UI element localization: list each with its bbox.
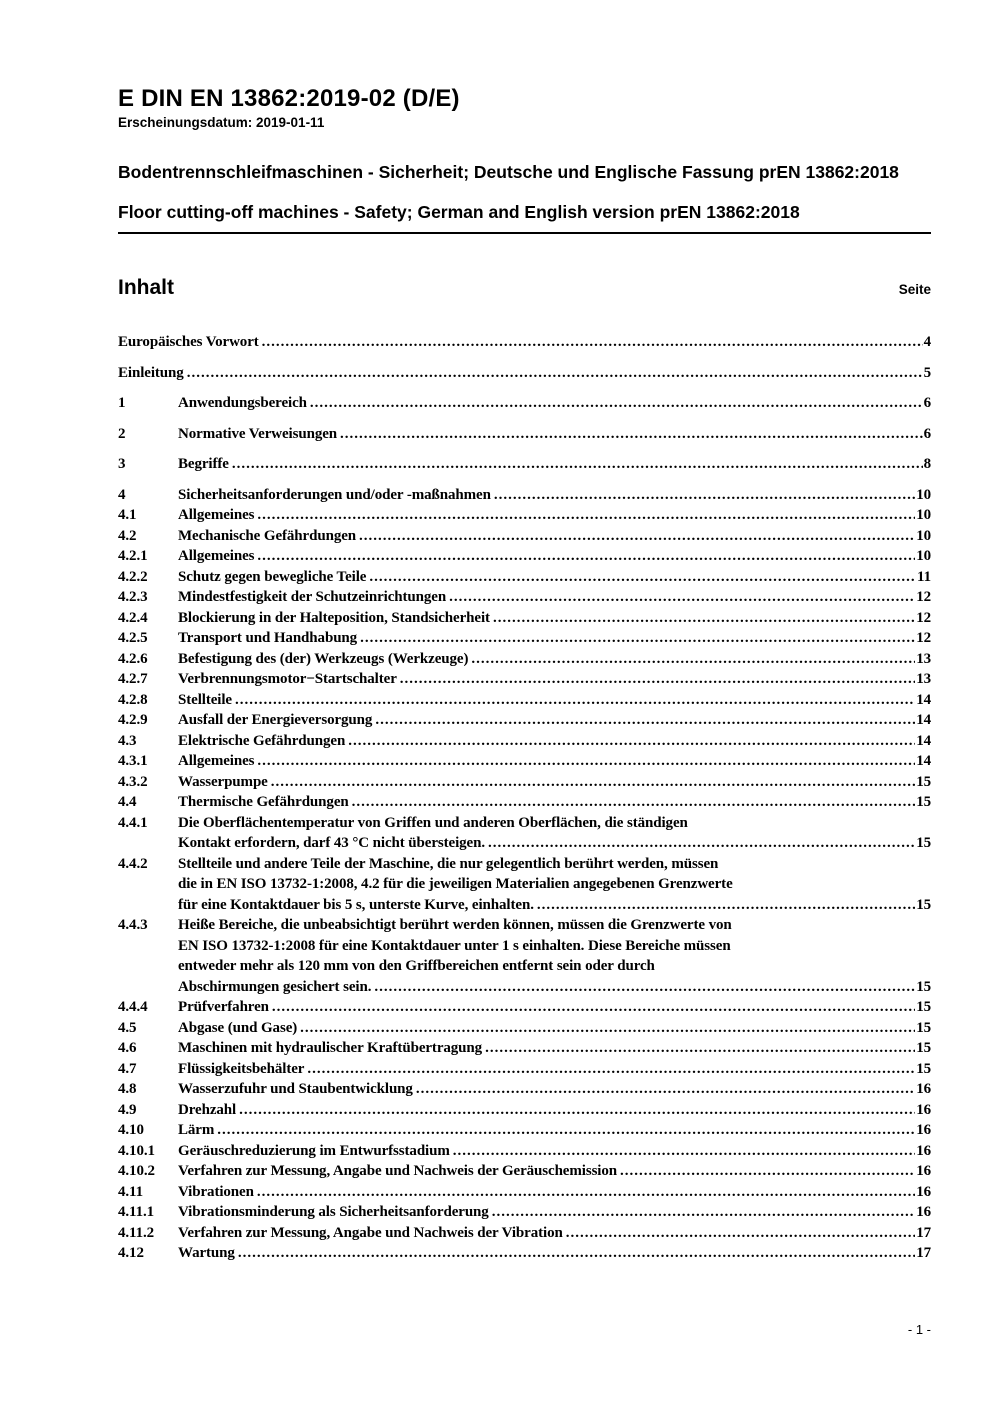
toc-entry-body — [178, 1141, 931, 1162]
toc-entry-number: 4.2.7 — [118, 671, 148, 687]
toc-entry-page: 12 — [916, 630, 931, 646]
toc-entry-lastline — [178, 792, 931, 813]
toc-entry-number: 4.4 — [118, 794, 137, 810]
toc-entry-lastline — [178, 690, 931, 711]
toc-entry-body — [118, 332, 931, 353]
document-number: E DIN EN 13862:2019-02 (D/E) — [118, 85, 460, 112]
toc-entry-number: 4.3.1 — [118, 753, 148, 769]
toc-entry-page: 5 — [923, 364, 931, 381]
toc-entry-page: 14 — [916, 691, 931, 708]
title-german: Bodentrennschleifmaschinen - Sicherheit; Deutsche und Englische Fassung prEN 13862:2018 — [118, 162, 899, 182]
toc-entry — [118, 424, 931, 445]
toc-entry-text: Maschinen mit hydraulischer Kraftübertragung — [178, 1040, 483, 1056]
toc-entry-text: Kontakt erfordern, darf 43 °C nicht übersteigen. — [178, 835, 485, 851]
toc-entry — [118, 1182, 931, 1203]
toc-entry — [118, 526, 931, 547]
toc-entry — [118, 363, 931, 384]
toc-entry-text: Die Oberflächentemperatur von Griffen und anderen Oberflächen, die ständigen — [178, 814, 688, 831]
toc-entry-page: 15 — [916, 1060, 931, 1077]
toc-entry-number: 4.2.3 — [118, 589, 148, 605]
toc-entry-body — [178, 1079, 931, 1100]
toc-entry — [118, 1120, 931, 1141]
toc-entry-body — [178, 608, 931, 629]
toc-entry-body — [178, 485, 931, 506]
toc-entry-number: 4.1 — [118, 507, 137, 523]
toc-entry-page: 6 — [923, 425, 931, 442]
toc-entry-lastline — [178, 454, 931, 475]
toc-entry-lastline — [178, 1120, 931, 1141]
toc-entry-number: 4.11.1 — [118, 1204, 155, 1220]
toc-entry-page: 10 — [916, 527, 931, 544]
toc-entry-body — [178, 772, 931, 793]
toc-entry-page: 15 — [916, 794, 931, 810]
toc-entry-text: Vibrationsminderung als Sicherheitsanforderung — [178, 1204, 489, 1220]
toc-entry-text: für eine Kontaktdauer bis 5 s, unterste Kurve, einhalten. — [178, 896, 534, 913]
toc-entry-page: 16 — [916, 1081, 931, 1097]
toc-entry-page: 17 — [916, 1224, 931, 1241]
toc-entry-lastline — [178, 1182, 931, 1203]
toc-entry-body — [178, 1161, 931, 1182]
toc-entry-text: Befestigung des (der) Werkzeugs (Werkzeuge) — [178, 650, 469, 667]
toc-dot-leader — [400, 669, 915, 690]
toc-entry — [118, 546, 931, 567]
toc-entry — [118, 587, 931, 608]
toc-entry-body — [178, 1243, 931, 1264]
toc-dot-leader — [239, 1100, 915, 1121]
toc-entry-body — [178, 1223, 931, 1244]
toc-entry-number: 4.10.1 — [118, 1142, 155, 1159]
toc-entry-body — [178, 669, 931, 690]
toc-entry-text: Begriffe — [178, 456, 229, 472]
toc-entry-page: 12 — [916, 589, 931, 605]
toc-entry — [118, 997, 931, 1018]
toc-entry-number: 4.12 — [118, 1245, 144, 1261]
toc-entry-page: 16 — [916, 1163, 931, 1179]
toc-entry-number: 4.3 — [118, 732, 137, 749]
toc-dot-leader — [348, 731, 915, 752]
toc-entry-page: 10 — [916, 507, 931, 523]
toc-entry-number: 4.2.8 — [118, 691, 148, 708]
toc-entry-number: 4.2.2 — [118, 568, 148, 585]
toc-entry-lastline — [178, 424, 931, 445]
toc-entry-body — [178, 628, 931, 649]
toc-dot-leader — [340, 424, 923, 445]
toc-dot-leader — [485, 1038, 915, 1059]
toc-entry-lastline — [178, 833, 931, 854]
toc-entry-number: 4.3.2 — [118, 773, 148, 790]
toc-entry-lastline — [178, 895, 931, 916]
toc-entry-page: 15 — [916, 896, 931, 913]
toc-entry-lastline — [178, 1059, 931, 1080]
toc-entry-page: 15 — [916, 773, 931, 790]
toc-entry-text: Schutz gegen bewegliche Teile — [178, 568, 367, 585]
toc-entry-page: 16 — [916, 1142, 931, 1159]
toc-entry-body — [178, 997, 931, 1018]
toc-heading: Inhalt — [118, 276, 174, 299]
toc-entry-number: 4.10.2 — [118, 1163, 155, 1179]
toc-entry-text: Abschirmungen gesichert sein. — [178, 978, 372, 995]
toc-entry — [118, 628, 931, 649]
toc-dot-leader — [416, 1079, 915, 1100]
toc-entry-lastline — [178, 526, 931, 547]
toc-dot-leader — [217, 1120, 915, 1141]
toc-entry-text: Sicherheitsanforderungen und/oder -maßnahmen — [178, 486, 491, 503]
toc-entry-text: Allgemeines — [178, 548, 255, 564]
toc-entry — [118, 567, 931, 588]
toc-entry — [118, 1079, 931, 1100]
toc-dot-leader — [375, 710, 915, 731]
toc-dot-leader — [238, 1243, 915, 1264]
toc-entry-lastline — [178, 485, 931, 506]
toc-entry — [118, 772, 931, 793]
toc-entry-body — [178, 710, 931, 731]
toc-entry-body — [178, 587, 931, 608]
toc-entry-text: Vibrationen — [178, 1183, 254, 1200]
toc-dot-leader — [537, 895, 915, 916]
toc-entry-text: Prüfverfahren — [178, 999, 269, 1015]
toc-entry-text: Thermische Gefährdungen — [178, 794, 349, 810]
toc-entry-lastline — [178, 710, 931, 731]
toc-entry-body — [178, 690, 931, 711]
toc-entry-lastline — [178, 608, 931, 629]
document-header — [118, 86, 931, 234]
toc-entry — [118, 1202, 931, 1223]
toc-entry-lastline — [178, 628, 931, 649]
toc-entry-number: 1 — [118, 395, 126, 411]
toc-entry-page: 16 — [916, 1183, 931, 1200]
toc-entry — [118, 1243, 931, 1264]
toc-entry-body — [178, 1202, 931, 1223]
toc-entry — [118, 854, 931, 916]
toc-dot-leader — [310, 393, 923, 414]
toc-entry-number: 4.10 — [118, 1122, 144, 1138]
toc-dot-leader — [566, 1223, 915, 1244]
toc-dot-leader — [359, 526, 915, 547]
toc-entry-body — [178, 526, 931, 547]
toc-dot-leader — [232, 454, 923, 475]
toc-entry-lastline — [178, 1161, 931, 1182]
toc-entry-page: 4 — [923, 334, 931, 350]
toc-entry-lastline — [178, 587, 931, 608]
toc-entry-page: 15 — [916, 1019, 931, 1036]
toc-entry-text: Geräuschreduzierung im Entwurfsstadium — [178, 1142, 450, 1159]
toc-entry-lastline — [178, 1202, 931, 1223]
toc-entry-lastline — [178, 977, 931, 998]
toc-entry-body — [178, 454, 931, 475]
toc-dot-leader — [360, 628, 915, 649]
toc-entry — [118, 915, 931, 997]
toc-entry — [118, 608, 931, 629]
page-number-footer: - 1 - — [907, 1322, 931, 1337]
toc-dot-leader — [257, 1182, 915, 1203]
toc-entry — [118, 485, 931, 506]
toc-entry-number: 4.2 — [118, 527, 137, 544]
toc-dot-leader — [262, 332, 923, 353]
toc-entry-body — [178, 424, 931, 445]
toc-entry-number: 4.4.1 — [118, 814, 148, 831]
toc-entry-page: 15 — [916, 999, 931, 1015]
toc-entry-body — [178, 1120, 931, 1141]
toc-entry-number: 4.9 — [118, 1101, 137, 1118]
toc-entry-page: 10 — [916, 548, 931, 564]
toc-entry-page: 17 — [916, 1245, 931, 1261]
toc-entry — [118, 1100, 931, 1121]
toc-entry-lastline — [178, 1038, 931, 1059]
toc-dot-leader — [271, 772, 915, 793]
toc-dot-leader — [257, 505, 915, 526]
toc-entry-lastline — [178, 997, 931, 1018]
toc-entry-lastline — [178, 1079, 931, 1100]
toc-entry-text: Verbrennungsmotor−Startschalter — [178, 671, 397, 687]
toc-entry — [118, 649, 931, 670]
toc-entry-page: 12 — [916, 609, 931, 626]
toc-entry-page: 10 — [916, 486, 931, 503]
toc-entry-body — [178, 1182, 931, 1203]
toc-entry-text: Stellteile und andere Teile der Maschine, die nur gelegentlich berührt werden, müssen — [178, 855, 719, 872]
toc-entry — [118, 1223, 931, 1244]
toc-dot-leader — [352, 792, 916, 813]
toc-entry — [118, 505, 931, 526]
toc-entry-page: 15 — [916, 1040, 931, 1056]
toc-entry-text: Ausfall der Energieversorgung — [178, 712, 373, 728]
toc-entry — [118, 1161, 931, 1182]
toc-entry-text: Lärm — [178, 1122, 215, 1138]
toc-dot-leader — [494, 485, 915, 506]
toc-entry-lastline — [178, 567, 931, 588]
toc-entry — [118, 813, 931, 854]
toc-entry-lastline — [178, 1018, 931, 1039]
toc-entry-text: Heiße Bereiche, die unbeabsichtigt berührt werden können, müssen die Grenzwerte von — [178, 917, 732, 933]
toc-entry-number: 4.11.2 — [118, 1224, 155, 1241]
toc-entry-text: Allgemeines — [178, 507, 255, 523]
toc-entry — [118, 1059, 931, 1080]
toc-entry-lastline — [178, 1223, 931, 1244]
toc-entry-text: Abgase (und Gase) — [178, 1019, 298, 1036]
toc-entry-body — [178, 813, 931, 854]
toc-entry-text: Mindestfestigkeit der Schutzeinrichtungen — [178, 589, 447, 605]
toc-entry — [118, 690, 931, 711]
toc-entry-text: Blockierung in der Halteposition, Standsicherheit — [178, 609, 490, 626]
toc-entry — [118, 1141, 931, 1162]
toc-dot-leader — [235, 690, 915, 711]
toc-entry-page: 14 — [916, 732, 931, 749]
toc-entry — [118, 393, 931, 414]
toc-entry-number: 4.11 — [118, 1183, 144, 1200]
toc-entry-number: 4.6 — [118, 1040, 137, 1056]
toc-entry-body — [178, 792, 931, 813]
toc-entry — [118, 454, 931, 475]
toc-entry-page: 16 — [916, 1101, 931, 1118]
toc-entry-body — [118, 363, 931, 384]
toc-entry-text: Einleitung — [118, 364, 184, 381]
toc-entry-body — [178, 1059, 931, 1080]
toc-entry-lastline — [178, 1100, 931, 1121]
toc-entry-text: Allgemeines — [178, 753, 255, 769]
toc-entry-lastline — [178, 1243, 931, 1264]
toc-entry-body — [178, 915, 931, 997]
toc-dot-leader — [471, 649, 915, 670]
toc-entry-body — [178, 854, 931, 916]
toc-entry — [118, 1018, 931, 1039]
toc-dot-leader — [620, 1161, 915, 1182]
toc-entry-number: 4.2.6 — [118, 650, 148, 667]
toc-page-label: Seite — [898, 282, 931, 297]
toc-entry-number: 3 — [118, 456, 126, 472]
toc-entry-body — [178, 751, 931, 772]
toc-header — [118, 276, 931, 300]
toc-entry-number: 4.4.2 — [118, 855, 148, 872]
toc-entry-page: 14 — [916, 753, 931, 769]
toc-entry-number: 2 — [118, 425, 126, 442]
toc-entry-body — [178, 393, 931, 414]
toc-entry-text: die in EN ISO 13732-1:2008, 4.2 für die jeweiligen Materialien angegebenen Grenzwerte — [178, 876, 733, 892]
toc-entry-page: 14 — [916, 712, 931, 728]
toc-dot-leader — [493, 608, 915, 629]
toc-entry-page: 15 — [916, 835, 931, 851]
toc-entry-page: 6 — [923, 395, 931, 411]
toc-dot-leader — [307, 1059, 915, 1080]
toc-dot-leader — [453, 1141, 915, 1162]
toc-list — [118, 332, 931, 1264]
toc-entry-text: entweder mehr als 120 mm von den Griffbereichen entfernt sein oder durch — [178, 958, 655, 974]
toc-entry-number: 4.7 — [118, 1060, 137, 1077]
toc-dot-leader — [449, 587, 915, 608]
toc-entry-body — [178, 1100, 931, 1121]
toc-entry-lastline — [178, 393, 931, 414]
toc-entry-lastline — [178, 772, 931, 793]
toc-dot-leader — [488, 833, 915, 854]
toc-entry-text: Verfahren zur Messung, Angabe und Nachweis der Vibration — [178, 1224, 563, 1241]
toc-entry-body — [178, 546, 931, 567]
toc-entry-text: Europäisches Vorwort — [118, 334, 259, 350]
toc-entry — [118, 751, 931, 772]
toc-entry-text: Elektrische Gefährdungen — [178, 732, 346, 749]
toc-dot-leader — [187, 363, 923, 384]
toc-entry-text: Flüssigkeitsbehälter — [178, 1060, 305, 1077]
toc-entry-page: 15 — [916, 978, 931, 995]
toc-entry-page: 13 — [916, 650, 931, 667]
release-date: Erscheinungsdatum: 2019-01-11 — [118, 115, 325, 130]
toc-entry-number: 4.5 — [118, 1019, 137, 1036]
toc-entry-lastline — [118, 332, 931, 353]
toc-entry-body — [178, 567, 931, 588]
toc-entry-body — [178, 731, 931, 752]
toc-entry-body — [178, 1018, 931, 1039]
toc-entry-lastline — [178, 669, 931, 690]
toc-entry — [118, 710, 931, 731]
toc-entry-page: 11 — [917, 568, 931, 585]
toc-entry — [118, 1038, 931, 1059]
toc-entry-body — [178, 1038, 931, 1059]
toc-dot-leader — [257, 751, 915, 772]
toc-entry-text: Stellteile — [178, 691, 232, 708]
toc-entry-page: 13 — [916, 671, 931, 687]
toc-dot-leader — [374, 977, 915, 998]
toc-entry-body — [178, 649, 931, 670]
toc-entry-number: 4.4.3 — [118, 917, 148, 933]
title-english: Floor cutting-off machines - Safety; German and English version prEN 13862:2018 — [118, 202, 931, 234]
toc-entry-number: 4 — [118, 486, 126, 503]
toc-entry-lastline — [178, 1141, 931, 1162]
toc-dot-leader — [369, 567, 916, 588]
toc-entry-lastline — [178, 731, 931, 752]
toc-entry — [118, 731, 931, 752]
toc-entry — [118, 332, 931, 353]
toc-entry-text: Drehzahl — [178, 1101, 237, 1118]
toc-entry-number: 4.2.9 — [118, 712, 148, 728]
toc-entry — [118, 792, 931, 813]
toc-entry-page: 8 — [923, 456, 931, 472]
toc-entry-text: Mechanische Gefährdungen — [178, 527, 357, 544]
toc-entry — [118, 669, 931, 690]
toc-entry-page: 16 — [916, 1204, 931, 1220]
toc-entry-text: Normative Verweisungen — [178, 425, 338, 442]
toc-entry-lastline — [178, 751, 931, 772]
toc-entry-lastline — [178, 649, 931, 670]
toc-entry-text: Anwendungsbereich — [178, 395, 307, 411]
toc-entry-number: 4.4.4 — [118, 999, 148, 1015]
toc-entry-text: Transport und Handhabung — [178, 630, 358, 646]
toc-entry-text: EN ISO 13732-1:2008 für eine Kontaktdauer unter 1 s einhalten. Diese Bereiche müssen — [178, 937, 731, 954]
toc-entry-text: Wasserpumpe — [178, 773, 268, 790]
toc-dot-leader — [300, 1018, 915, 1039]
toc-entry-lastline — [178, 505, 931, 526]
toc-dot-leader — [272, 997, 915, 1018]
toc-dot-leader — [492, 1202, 915, 1223]
toc-dot-leader — [257, 546, 915, 567]
toc-entry-number: 4.8 — [118, 1081, 137, 1097]
toc-entry-body — [178, 505, 931, 526]
toc-entry-number: 4.2.5 — [118, 630, 148, 646]
toc-entry-number: 4.2.4 — [118, 609, 148, 626]
toc-entry-text: Wartung — [178, 1245, 235, 1261]
toc-entry-text: Wasserzufuhr und Staubentwicklung — [178, 1081, 413, 1097]
toc-entry-lastline — [118, 363, 931, 384]
toc-entry-number: 4.2.1 — [118, 548, 148, 564]
toc-entry-lastline — [178, 546, 931, 567]
toc-entry-text: Verfahren zur Messung, Angabe und Nachweis der Geräuschemission — [178, 1163, 618, 1179]
toc-entry-page: 16 — [916, 1122, 931, 1138]
